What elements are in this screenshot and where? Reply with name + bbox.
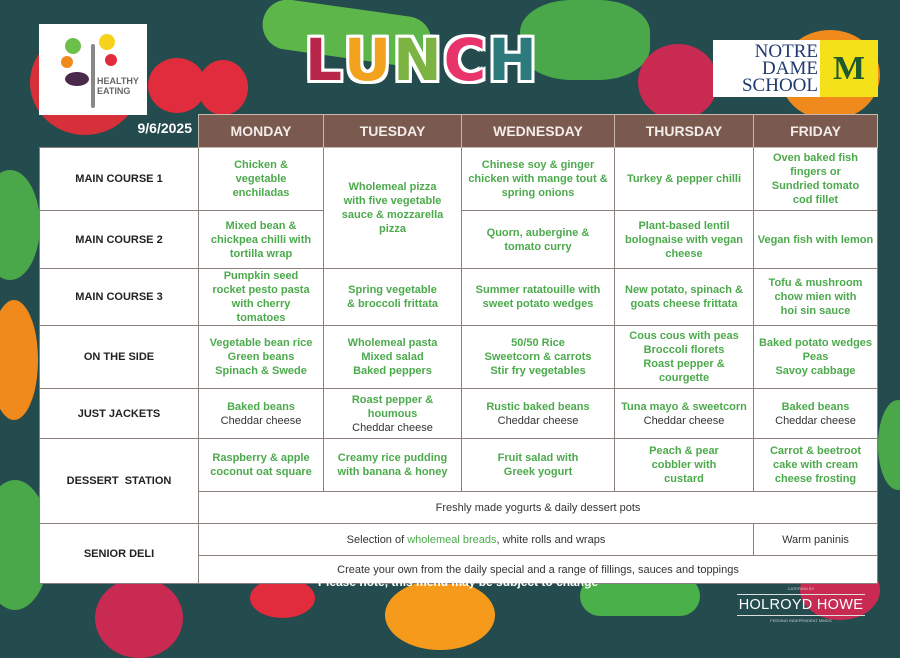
- title-letter: N: [393, 26, 442, 94]
- row-label: SENIOR DELI: [40, 524, 199, 584]
- table-row-dessert-station: [40, 439, 878, 492]
- deli-highlight: wholemeal breads: [407, 533, 497, 546]
- table-row-on-the-side: [40, 326, 878, 389]
- dish-cell: Chinese soy & ginger chicken with mange tout & spring onions: [462, 148, 615, 211]
- dish-cell: Quorn, aubergine & tomato curry: [462, 211, 615, 269]
- jacket-cell: [462, 389, 615, 439]
- menu-date: 9/6/2025: [137, 120, 192, 136]
- title-letter: H: [488, 26, 537, 94]
- cherry-decoration: [198, 60, 248, 115]
- school-name-line3: SCHOOL: [741, 75, 818, 96]
- menu-change-note: Please note, this menu may be subject to change: [318, 575, 599, 589]
- dish-cell: Mixed bean & chickpea chilli with tortilla wrap: [199, 211, 324, 269]
- jacket-standard: Cheddar cheese: [775, 414, 856, 427]
- radish-decoration: [638, 44, 718, 120]
- dish-cell: Oven baked fish fingers or Sundried tomato cod fillet: [754, 148, 878, 211]
- row-label: ON THE SIDE: [40, 326, 199, 389]
- dish-cell: New potato, spinach & goats cheese frittata: [615, 269, 754, 326]
- row-label: MAIN COURSE 2: [40, 211, 199, 269]
- school-logo: [713, 40, 878, 97]
- deli-friday-cell: Warm paninis: [754, 524, 878, 556]
- dessert-cell: Creamy rice pudding with banana & honey: [324, 439, 462, 492]
- jacket-cell: [754, 389, 878, 439]
- lettuce-decoration: [520, 0, 650, 80]
- jacket-cell: [324, 389, 462, 439]
- day-header-friday: FRIDAY: [754, 115, 878, 148]
- jacket-standard: Cheddar cheese: [352, 421, 433, 434]
- row-label: JUST JACKETS: [40, 389, 199, 439]
- day-header-tuesday: TUESDAY: [324, 115, 462, 148]
- side-item: Broccoli florets: [643, 344, 725, 356]
- school-name-line1: NOTRE: [754, 41, 818, 62]
- side-item: Spinach & Swede: [215, 365, 307, 377]
- side-cell: [199, 326, 324, 389]
- dish-cell: Pumpkin seed rocket pesto pasta with cherry tomatoes: [199, 269, 324, 326]
- side-item: Sweetcorn & carrots: [484, 351, 592, 363]
- caterer-top-text: CATERING BY: [787, 586, 815, 591]
- table-row-senior-deli: [40, 524, 878, 556]
- lunch-menu-table: [39, 114, 878, 584]
- side-item: Savoy cabbage: [775, 365, 856, 377]
- strawberry-decoration: [250, 578, 315, 618]
- dish-cell: Chicken & vegetable enchiladas: [199, 148, 324, 211]
- jacket-special: Tuna mayo & sweetcorn: [621, 400, 747, 413]
- row-label: DESSERT STATION: [40, 439, 199, 524]
- school-name-line2: DAME: [762, 58, 818, 79]
- pepper-decoration: [385, 580, 495, 650]
- dish-cell: Plant-based lentil bolognaise with vegan cheese: [615, 211, 754, 269]
- side-item: Stir fry vegetables: [490, 365, 586, 377]
- dish-cell: Wholemeal pizza with five vegetable sauce & mozzarella pizza: [324, 148, 462, 269]
- side-item: Mixed salad: [361, 351, 424, 363]
- day-header-thursday: THURSDAY: [615, 115, 754, 148]
- logo-text-healthy: HEALTHY: [97, 76, 139, 86]
- healthy-eating-logo: [39, 24, 147, 115]
- side-cell: [324, 326, 462, 389]
- jacket-special: Baked beans: [781, 400, 850, 413]
- header-corner: [40, 115, 199, 148]
- jacket-special: Roast pepper & houmous: [351, 393, 434, 420]
- row-label: MAIN COURSE 3: [40, 269, 199, 326]
- jacket-special: Rustic baked beans: [486, 400, 590, 413]
- side-cell: [462, 326, 615, 389]
- side-item: Baked potato wedges: [758, 337, 873, 349]
- side-item: Wholemeal pasta: [347, 337, 438, 349]
- jacket-standard: Cheddar cheese: [497, 414, 579, 427]
- dish-cell: Spring vegetable & broccoli frittata: [324, 269, 462, 326]
- side-cell: [754, 326, 878, 389]
- caterer-tagline: FEEDING INDEPENDENT MINDS: [770, 618, 832, 623]
- school-crest-icon: M: [820, 40, 878, 97]
- jacket-cell: [615, 389, 754, 439]
- dessert-cell: Raspberry & apple coconut oat square: [199, 439, 324, 492]
- pepper-decoration: [0, 300, 38, 420]
- side-item: Green beans: [227, 351, 295, 363]
- page-title: [305, 26, 537, 94]
- radish-decoration: [95, 578, 183, 658]
- caterer-logo: [737, 586, 865, 624]
- jacket-standard: Cheddar cheese: [643, 414, 725, 427]
- table-row-main-course-1: [40, 148, 878, 211]
- dish-cell: Summer ratatouille with sweet potato wedges: [462, 269, 615, 326]
- title-letter: U: [343, 26, 392, 94]
- side-item: 50/50 Rice: [511, 337, 565, 349]
- logo-text-eating: EATING: [97, 86, 131, 96]
- title-letter: L: [305, 26, 342, 94]
- deli-suffix: , white rolls and wraps: [496, 533, 606, 546]
- title-letter: C: [443, 26, 487, 94]
- lettuce-decoration: [0, 170, 40, 280]
- jacket-standard: Cheddar cheese: [220, 414, 302, 427]
- deli-bread-cell: [199, 524, 754, 556]
- dish-cell: Turkey & pepper chilli: [615, 148, 754, 211]
- deli-prefix: Selection of: [346, 533, 408, 546]
- daily-dessert-cell: Freshly made yogurts & daily dessert pots: [199, 492, 878, 524]
- dessert-cell: Peach & pear cobbler with custard: [615, 439, 754, 492]
- row-label: MAIN COURSE 1: [40, 148, 199, 211]
- dish-cell: Tofu & mushroom chow mien with hoi sin sauce: [754, 269, 878, 326]
- jacket-cell: [199, 389, 324, 439]
- dish-cell: Vegan fish with lemon: [754, 211, 878, 269]
- table-row-main-course-3: [40, 269, 878, 326]
- side-item: Cous cous with peas: [629, 330, 739, 342]
- day-header-monday: MONDAY: [199, 115, 324, 148]
- dessert-cell: Fruit salad with Greek yogurt: [462, 439, 615, 492]
- side-item: Roast pepper & courgette: [643, 358, 725, 384]
- side-item: Baked peppers: [353, 365, 432, 377]
- side-item: Vegetable bean rice: [209, 337, 313, 349]
- dessert-cell: Carrot & beetroot cake with cream cheese frosting: [754, 439, 878, 492]
- table-row-just-jackets: [40, 389, 878, 439]
- jacket-special: Baked beans: [227, 400, 295, 413]
- side-item: Peas: [802, 351, 829, 363]
- fork-icon: [91, 44, 95, 108]
- lettuce-decoration: [878, 400, 900, 490]
- side-cell: [615, 326, 754, 389]
- deli-create-cell: Create your own from the daily special and a range of fillings, sauces and toppings: [199, 556, 878, 584]
- day-header-wednesday: WEDNESDAY: [462, 115, 615, 148]
- caterer-name: HOLROYD HOWE: [738, 597, 864, 613]
